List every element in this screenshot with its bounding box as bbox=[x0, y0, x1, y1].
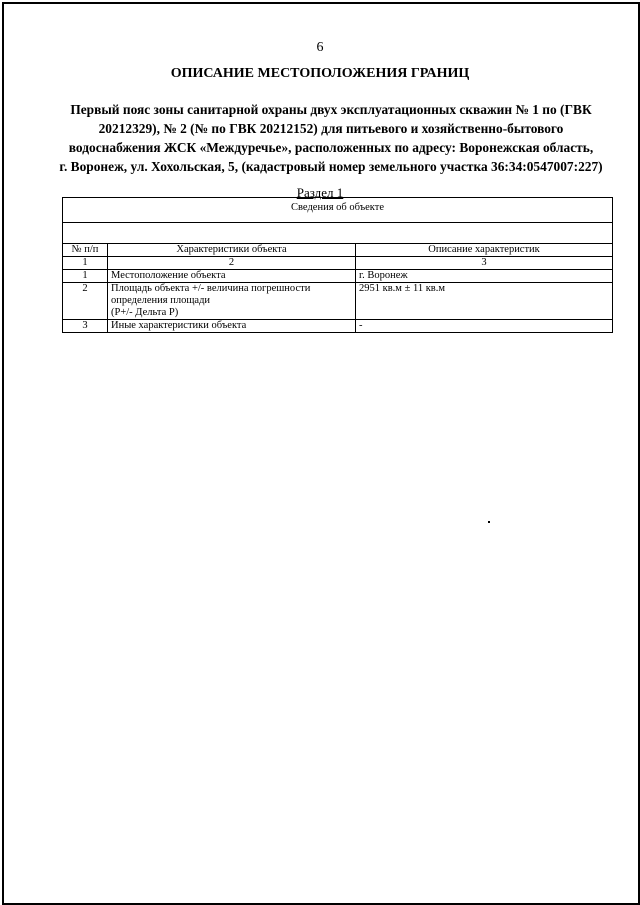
scan-dot bbox=[488, 521, 490, 523]
table-header-row bbox=[63, 244, 613, 257]
row-number: 3 bbox=[63, 320, 108, 333]
row-description: 2951 кв.м ± 11 кв.м bbox=[356, 283, 613, 320]
column-number: 2 bbox=[108, 257, 356, 270]
column-number: 1 bbox=[63, 257, 108, 270]
table-spacer-cell bbox=[63, 223, 613, 244]
characteristic-line: Иные характеристики объекта bbox=[111, 320, 247, 331]
subtitle-line: Первый пояс зоны санитарной охраны двух эксплуатационных скважин № 1 по (ГВК bbox=[70, 102, 592, 117]
table-column-numbers-row bbox=[63, 257, 613, 270]
table-row bbox=[63, 283, 613, 320]
table-caption-row bbox=[63, 198, 613, 223]
document-subtitle bbox=[58, 100, 604, 176]
header-num: № п/п bbox=[63, 244, 108, 257]
row-characteristic bbox=[108, 270, 356, 283]
row-characteristic bbox=[108, 283, 356, 320]
subtitle-line: 20212329), № 2 (№ по ГВК 20212152) для питьевого и хозяйственно-бытового bbox=[98, 121, 564, 136]
row-number: 1 bbox=[63, 270, 108, 283]
characteristic-line: определения площади bbox=[111, 295, 211, 306]
page-number: 6 bbox=[316, 40, 324, 55]
column-number: 3 bbox=[356, 257, 613, 270]
object-info-table bbox=[62, 197, 613, 333]
subtitle-line: г. Воронеж, ул. Хохольская, 5, (кадастровый номер земельного участка 36:34:0547007:227) bbox=[59, 159, 603, 174]
table-row bbox=[63, 320, 613, 333]
subtitle-line: водоснабжения ЖСК «Междуречье», расположенных по адресу: Воронежская область, bbox=[68, 140, 594, 155]
row-number: 2 bbox=[63, 283, 108, 320]
characteristic-line: Площадь объекта +/- величина погрешности bbox=[111, 283, 311, 294]
characteristic-line: Местоположение объекта bbox=[111, 270, 226, 281]
header-characteristic: Характеристики объекта bbox=[108, 244, 356, 257]
table-caption: Сведения об объекте bbox=[63, 198, 613, 223]
table-row bbox=[63, 270, 613, 283]
document-title: ОПИСАНИЕ МЕСТОПОЛОЖЕНИЯ ГРАНИЦ bbox=[170, 66, 470, 81]
table-spacer-row bbox=[63, 223, 613, 244]
header-description: Описание характеристик bbox=[356, 244, 613, 257]
row-description: - bbox=[356, 320, 613, 333]
row-description: г. Воронеж bbox=[356, 270, 613, 283]
characteristic-line: (Р+/- Дельта Р) bbox=[111, 307, 179, 318]
row-characteristic bbox=[108, 320, 356, 333]
underline-mark bbox=[62, 332, 76, 333]
section-label-text: Раздел 1 bbox=[296, 185, 344, 200]
